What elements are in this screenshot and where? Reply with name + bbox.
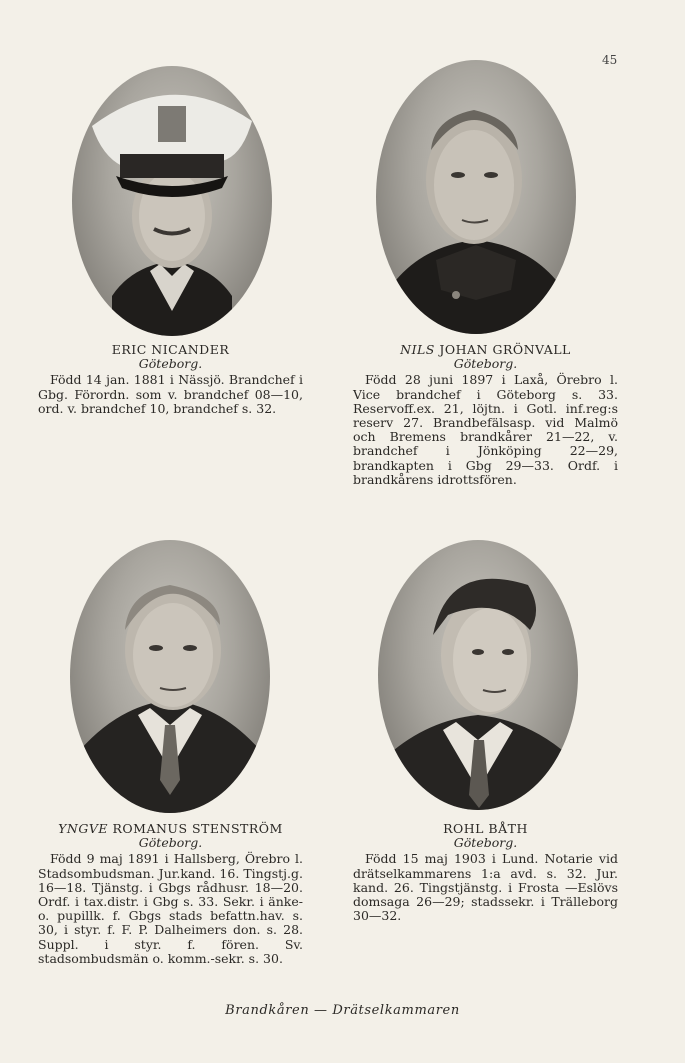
portrait-yngve-romanus-stenstrom bbox=[70, 540, 270, 813]
page-footer: Brandkåren — Drätselkammaren bbox=[225, 1003, 460, 1018]
person-bio: Född 28 juni 1897 i Laxå, Örebro l. Vice brandchef i Göteborg s. 33. Reservoff.ex. 21, löjtn. i Gotl. inf.reg:s reserv 27. Brandbefälsasp. vid Malmö och Bremens brandkårer 21—22, v. brandchef i Jönköping 22—29, brandkapten i Gbg 29—33. Ordf. i brandkårens idrottsfören. bbox=[353, 372, 618, 487]
portrait-suit-young-image bbox=[378, 540, 578, 810]
person-city: Göteborg. bbox=[453, 835, 518, 851]
person-city: Göteborg. bbox=[453, 356, 518, 372]
caption-yngve-romanus-stenstrom bbox=[38, 822, 303, 966]
person-bio: Född 9 maj 1891 i Hallsberg, Örebro l. Stadsombudsman. Jur.kand. 16. Tingstj.g. 16—18. Tjänstg. i Gbgs rådhusr. 18—20. Ordf. i tax.distr. i Gbg s. 33. Sekr. i änke- o. pupillk. f. Gbgs stads befattn.hav. s. 30, i styr. f. F. P. Dalheimers don. s. 28. Suppl. i styr. f. fören. Sv. stadsombudsmän o. komm.-sekr. s. 30. bbox=[38, 851, 303, 966]
person-city: Göteborg. bbox=[138, 835, 203, 851]
person-name-rest: ROMANUS STENSTRÖM bbox=[112, 821, 283, 836]
person-name bbox=[38, 822, 303, 836]
person-name-prefix: NILS bbox=[400, 342, 435, 357]
portrait-nils-johan-gronvall bbox=[376, 60, 576, 334]
person-name: ROHL BÅTH bbox=[443, 821, 528, 836]
caption-rohl-bath bbox=[353, 822, 618, 923]
portrait-rohl-bath bbox=[378, 540, 578, 810]
caption-eric-nicander bbox=[38, 343, 303, 416]
person-city: Göteborg. bbox=[138, 356, 203, 372]
person-bio: Född 15 maj 1903 i Lund. Notarie vid drätselkammarens 1:a avd. s. 32. Jur. kand. 26. Tingstjänstg. i Frosta —Eslövs domsaga 26—29; stadssekr. i Trälleborg 30—32. bbox=[353, 851, 618, 924]
caption-nils-johan-gronvall bbox=[353, 343, 618, 487]
portrait-suit-image bbox=[70, 540, 270, 813]
person-name-prefix: YNGVE bbox=[58, 821, 108, 836]
person-bio: Född 14 jan. 1881 i Nässjö. Brandchef i Gbg. Förordn. som v. brandchef 08—10, ord. v. brandchef 10, brandchef s. 32. bbox=[38, 372, 303, 416]
person-name-rest: JOHAN GRÖNVALL bbox=[439, 342, 571, 357]
person-name bbox=[353, 343, 618, 357]
portrait-eric-nicander bbox=[72, 66, 272, 336]
portrait-uniform-image bbox=[376, 60, 576, 334]
person-name: ERIC NICANDER bbox=[111, 342, 230, 357]
page-number: 45 bbox=[602, 53, 618, 67]
portrait-uniform-cap-image bbox=[72, 66, 272, 336]
